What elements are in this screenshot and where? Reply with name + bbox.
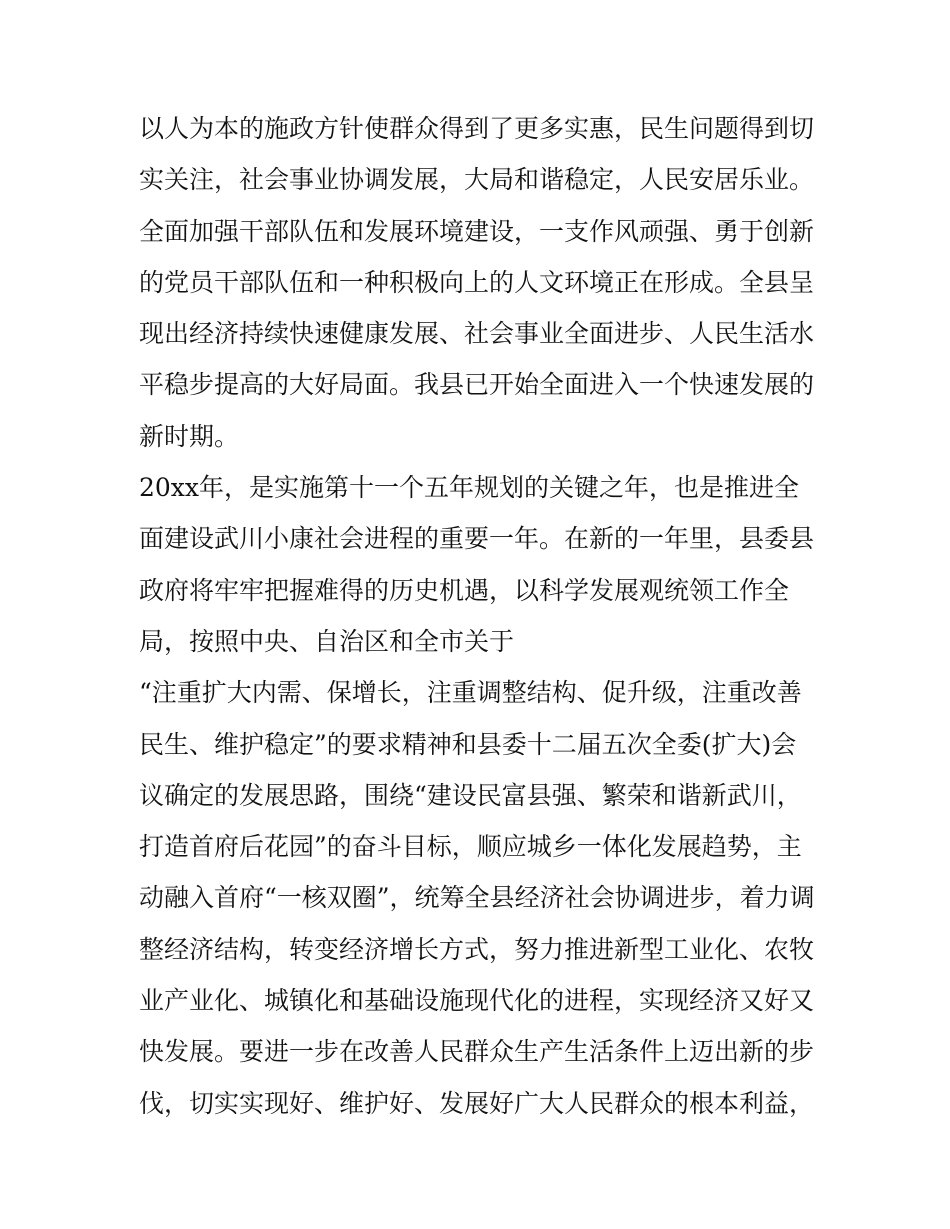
text-line: 全面加强干部队伍和发展环境建设，一支作风顽强、勇于创新 <box>139 216 815 246</box>
text-line: “注重扩大内需、保增长，注重调整结构、促升级，注重改善 <box>139 678 802 708</box>
text-line: 伐，切实实现好、维护好、发展好广大人民群众的根本利益， <box>139 1088 815 1118</box>
text-line: 以人为本的施政方针使群众得到了更多实惠，民生问题得到切 <box>139 114 815 143</box>
text-line: 民生、维护稳定”的要求精神和县委十二届五次全委(扩大)会 <box>139 729 797 759</box>
text-line: 整经济结构，转变经济增长方式，努力推进新型工业化、农牧 <box>139 934 815 964</box>
text-line: 20xx年，是实施第十一个五年规划的关键之年，也是推进全 <box>139 473 800 503</box>
text-line: 业产业化、城镇化和基础设施现代化的进程，实现经济又好又 <box>139 986 815 1016</box>
text-line: 动融入首府“一核双圈”，统筹全县经济社会协调进步，着力调 <box>139 883 815 913</box>
text-line: 面建设武川小康社会进程的重要一年。在新的一年里，县委县 <box>139 524 815 554</box>
text-line: 快发展。要进一步在改善人民群众生产生活条件上迈出新的步 <box>139 1037 815 1067</box>
text-line: 新时期。 <box>139 421 240 451</box>
text-line: 政府将牢牢把握难得的历史机遇，以科学发展观统领工作全 <box>139 575 790 605</box>
text-line: 实关注，社会事业协调发展，大局和谐稳定，人民安居乐业。 <box>139 165 815 195</box>
body-text <box>139 103 829 1129</box>
text-line: 现出经济持续快速健康发展、社会事业全面进步、人民生活水 <box>139 319 815 349</box>
text-line: 的党员干部队伍和一种积极向上的人文环境正在形成。全县呈 <box>139 267 815 297</box>
text-line: 议确定的发展思路，围绕“建设民富县强、繁荣和谐新武川， <box>139 780 802 810</box>
text-line: 平稳步提高的大好局面。我县已开始全面进入一个快速发展的 <box>139 370 815 400</box>
text-line: 打造首府后花园”的奋斗目标，顺应城乡一体化发展趋势，主 <box>139 832 802 862</box>
text-line: 局，按照中央、自治区和全市关于 <box>139 626 515 656</box>
